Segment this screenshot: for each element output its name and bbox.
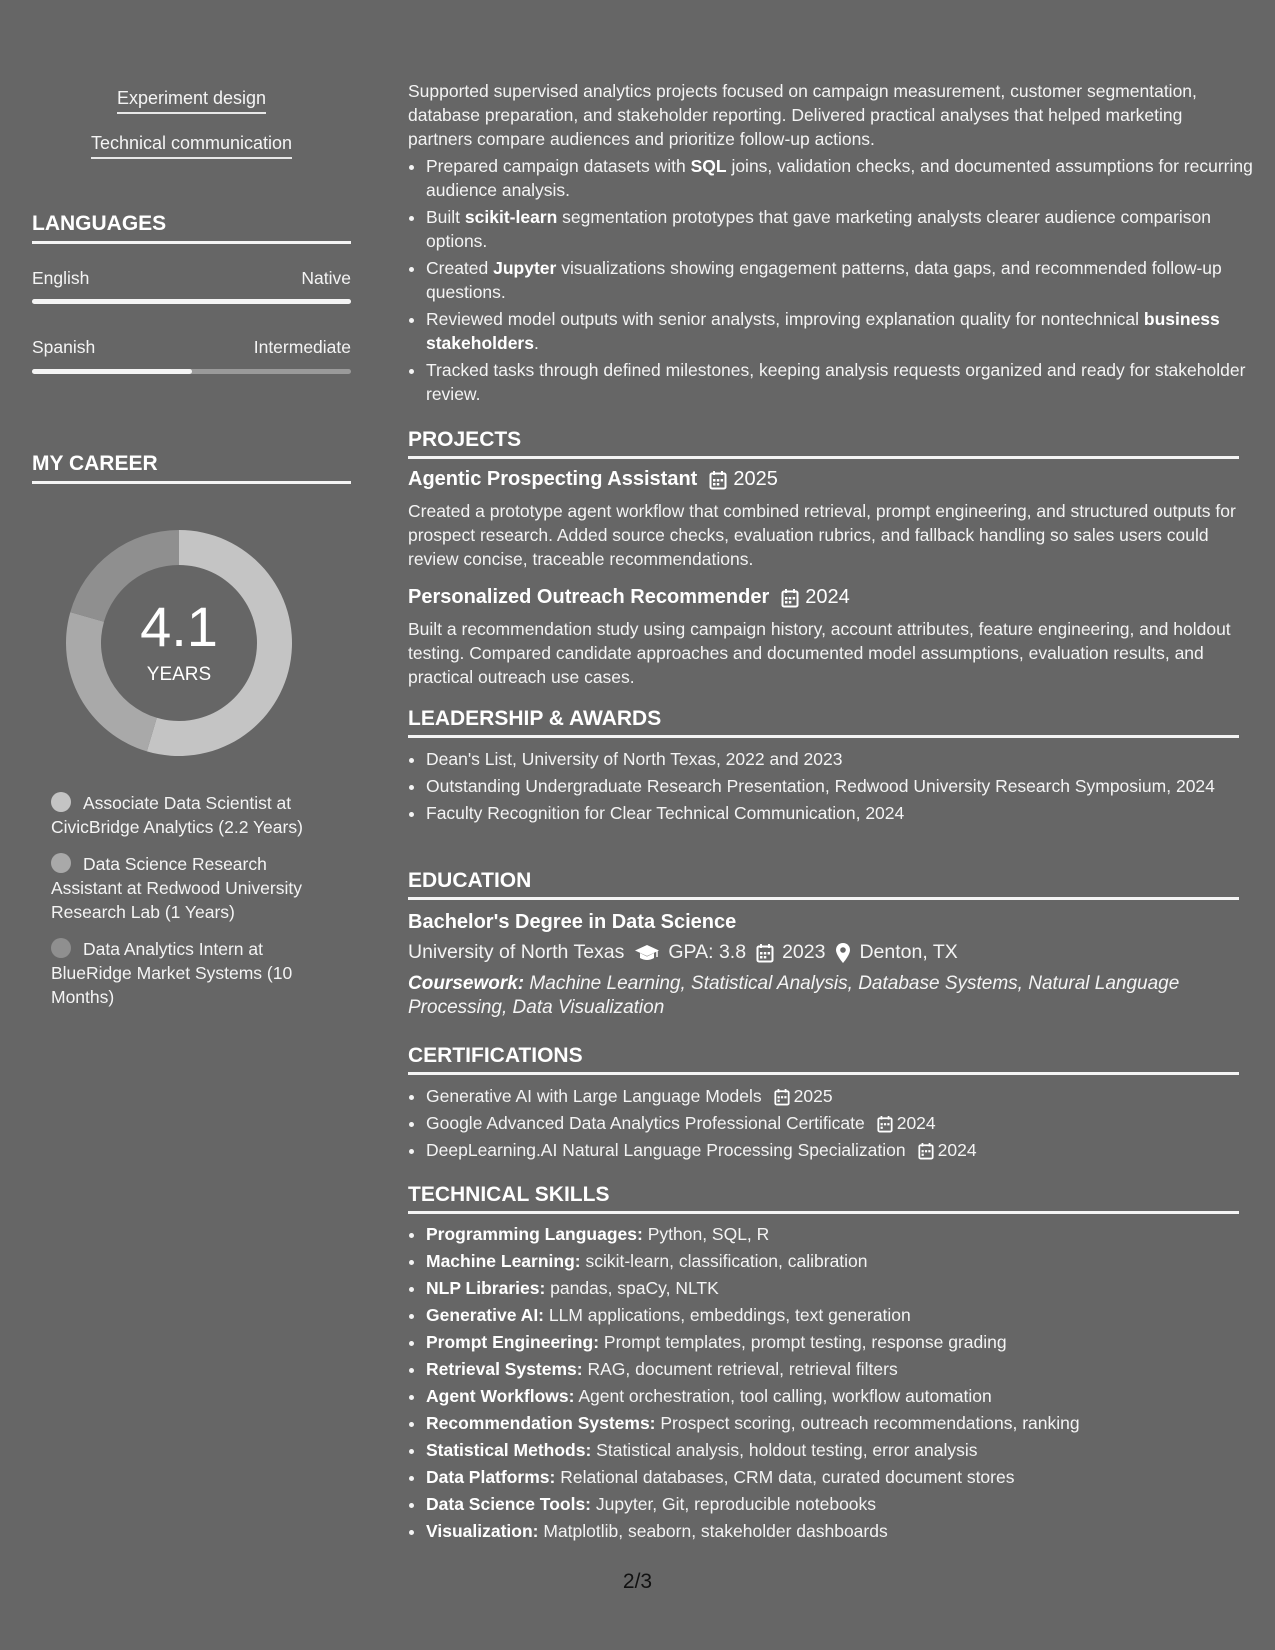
career-legend-item xyxy=(51,791,341,839)
leadership-item: • Faculty Recognition for Clear Technical Communication, 2024 xyxy=(426,801,1257,825)
technical-skill-item: • NLP Libraries: pandas, spaCy, NLTK xyxy=(426,1276,1257,1300)
education-gpa: GPA: 3.8 xyxy=(668,941,747,963)
career-legend-label: Data Analytics Intern at BlueRidge Market Systems (10 Months) xyxy=(51,939,293,1007)
technical-skill-item: • Recommendation Systems: Prospect scoring, outreach recommendations, ranking xyxy=(426,1411,1257,1435)
language-level: Native xyxy=(301,268,351,288)
certification-name: Google Advanced Data Analytics Professional Certificate xyxy=(426,1113,865,1133)
graduation-cap-icon xyxy=(634,943,660,963)
certification-name: Generative AI with Large Language Models xyxy=(426,1086,762,1106)
career-total-unit: YEARS xyxy=(146,664,212,685)
project-description: Built a recommendation study using campaign history, account attributes, feature engineering, and holdout testing. Compared candidate approaches and documented model assumptions, evaluation results, and practical outreach use cases. xyxy=(408,619,1231,687)
calendar-icon xyxy=(709,470,727,490)
experience-summary: Supported supervised analytics projects focused on campaign measurement, customer segmentation, database preparation, and stakeholder reporting. Delivered practical analyses that helped marketing partners compare audiences and prioritize follow-up actions. xyxy=(408,81,1197,149)
technical-skill-item: • Prompt Engineering: Prompt templates, prompt testing, response grading xyxy=(426,1330,1257,1354)
project-description: Created a prototype agent workflow that combined retrieval, prompt engineering, and structured outputs for prospect research. Added source checks, evaluation rubrics, and fallback handling so sales users could review concise, traceable recommendations. xyxy=(408,501,1236,569)
experience-bullets xyxy=(408,154,1257,409)
technical-skill-item: • Visualization: Matplotlib, seaborn, stakeholder dashboards xyxy=(426,1519,1257,1543)
education-year: 2023 xyxy=(782,941,826,963)
calendar-icon xyxy=(774,1088,790,1106)
certification-year: 2024 xyxy=(937,1140,977,1160)
certification-name: DeepLearning.AI Natural Language Processing Specialization xyxy=(426,1140,906,1160)
certification-item xyxy=(426,1084,1257,1108)
experience-bullet: • Prepared campaign datasets with SQL joins, validation checks, and documented assumptions for recurring audience analysis. xyxy=(426,154,1257,202)
leadership-item: • Outstanding Undergraduate Research Presentation, Redwood University Research Symposium, 2024 xyxy=(426,774,1257,798)
career-legend-dot xyxy=(51,792,71,812)
career-heading: MY CAREER xyxy=(32,452,351,484)
experience-bullet: • Built scikit-learn segmentation prototypes that gave marketing analysts clearer audience comparison options. xyxy=(426,205,1257,253)
career-donut-chart xyxy=(66,530,292,756)
technical-skill-item: • Agent Workflows: Agent orchestration, tool calling, workflow automation xyxy=(426,1384,1257,1408)
technical-skills-heading: TECHNICAL SKILLS xyxy=(408,1183,1239,1214)
project-title-text: Personalized Outreach Recommender xyxy=(408,586,770,608)
language-level: Intermediate xyxy=(253,337,351,357)
languages-heading: LANGUAGES xyxy=(32,212,351,244)
language-proficiency-bar xyxy=(32,299,351,304)
project-title xyxy=(408,586,850,609)
certification-item xyxy=(426,1111,1257,1135)
experience-bullet: • Tracked tasks through defined milestones, keeping analysis requests organized and ready for stakeholder review. xyxy=(426,358,1257,406)
technical-skill-item: • Data Science Tools: Jupyter, Git, reproducible notebooks xyxy=(426,1492,1257,1516)
education-coursework xyxy=(408,972,1239,1020)
education-heading: EDUCATION xyxy=(408,869,1239,900)
certification-year: 2024 xyxy=(896,1113,936,1133)
certification-item xyxy=(426,1138,1257,1162)
technical-skill-item: • Retrieval Systems: RAG, document retrieval, retrieval filters xyxy=(426,1357,1257,1381)
leadership-heading: LEADERSHIP & AWARDS xyxy=(408,707,1239,738)
language-proficiency-fill xyxy=(32,369,192,374)
project-year: 2024 xyxy=(805,586,850,608)
certifications-heading: CERTIFICATIONS xyxy=(408,1044,1239,1075)
language-name: English xyxy=(32,268,90,288)
technical-skill-item: • Programming Languages: Python, SQL, R xyxy=(426,1222,1257,1246)
education-details xyxy=(408,941,958,964)
technical-skill-item: • Machine Learning: scikit-learn, classification, calibration xyxy=(426,1249,1257,1273)
language-row xyxy=(32,337,351,358)
technical-skill-item: • Generative AI: LLM applications, embeddings, text generation xyxy=(426,1303,1257,1327)
calendar-icon xyxy=(781,588,799,608)
coursework-list: Machine Learning, Statistical Analysis, Database Systems, Natural Language Processing, Data Visualization xyxy=(408,973,1180,1018)
language-proficiency-fill xyxy=(32,299,351,304)
project-title-text: Agentic Prospecting Assistant xyxy=(408,468,698,490)
project-title xyxy=(408,468,778,491)
certifications-list xyxy=(408,1084,1257,1165)
career-legend-item xyxy=(51,937,341,1009)
career-legend-dot xyxy=(51,938,71,958)
education-school: University of North Texas xyxy=(408,941,625,963)
career-legend-dot xyxy=(51,853,71,873)
coursework-label: Coursework: xyxy=(408,973,525,994)
language-row xyxy=(32,268,351,289)
technical-skills-list xyxy=(408,1222,1257,1546)
calendar-icon xyxy=(918,1142,934,1160)
leadership-list xyxy=(408,747,1257,828)
language-name: Spanish xyxy=(32,337,96,357)
career-legend-label: Associate Data Scientist at CivicBridge Analytics (2.2 Years) xyxy=(51,793,303,837)
career-legend-item xyxy=(51,852,341,924)
experience-bullet: • Reviewed model outputs with senior analysts, improving explanation quality for nontechnical business stakeholders. xyxy=(426,307,1257,355)
education-location: Denton, TX xyxy=(859,941,958,963)
technical-skill-item: • Data Platforms: Relational databases, CRM data, curated document stores xyxy=(426,1465,1257,1489)
page-number: 2/3 xyxy=(622,1570,653,1593)
education-degree: Bachelor's Degree in Data Science xyxy=(408,911,737,933)
skill-tag-label: Technical communication xyxy=(91,133,292,159)
technical-skill-item: • Statistical Methods: Statistical analysis, holdout testing, error analysis xyxy=(426,1438,1257,1462)
language-proficiency-bar xyxy=(32,369,351,374)
skill-tag-label: Experiment design xyxy=(117,88,266,114)
career-total-number: 4.1 xyxy=(140,595,218,658)
projects-heading: PROJECTS xyxy=(408,428,1239,459)
leadership-item: • Dean's List, University of North Texas, 2022 and 2023 xyxy=(426,747,1257,771)
project-year: 2025 xyxy=(733,468,778,490)
certification-year: 2025 xyxy=(793,1086,833,1106)
skill-tag xyxy=(32,133,351,159)
skill-tag xyxy=(32,88,351,114)
calendar-icon xyxy=(756,943,774,963)
calendar-icon xyxy=(877,1115,893,1133)
career-legend-label: Data Science Research Assistant at Redwood University Research Lab (1 Years) xyxy=(51,854,302,922)
experience-bullet: • Created Jupyter visualizations showing engagement patterns, data gaps, and recommended follow-up questions. xyxy=(426,256,1257,304)
location-pin-icon xyxy=(835,942,851,964)
